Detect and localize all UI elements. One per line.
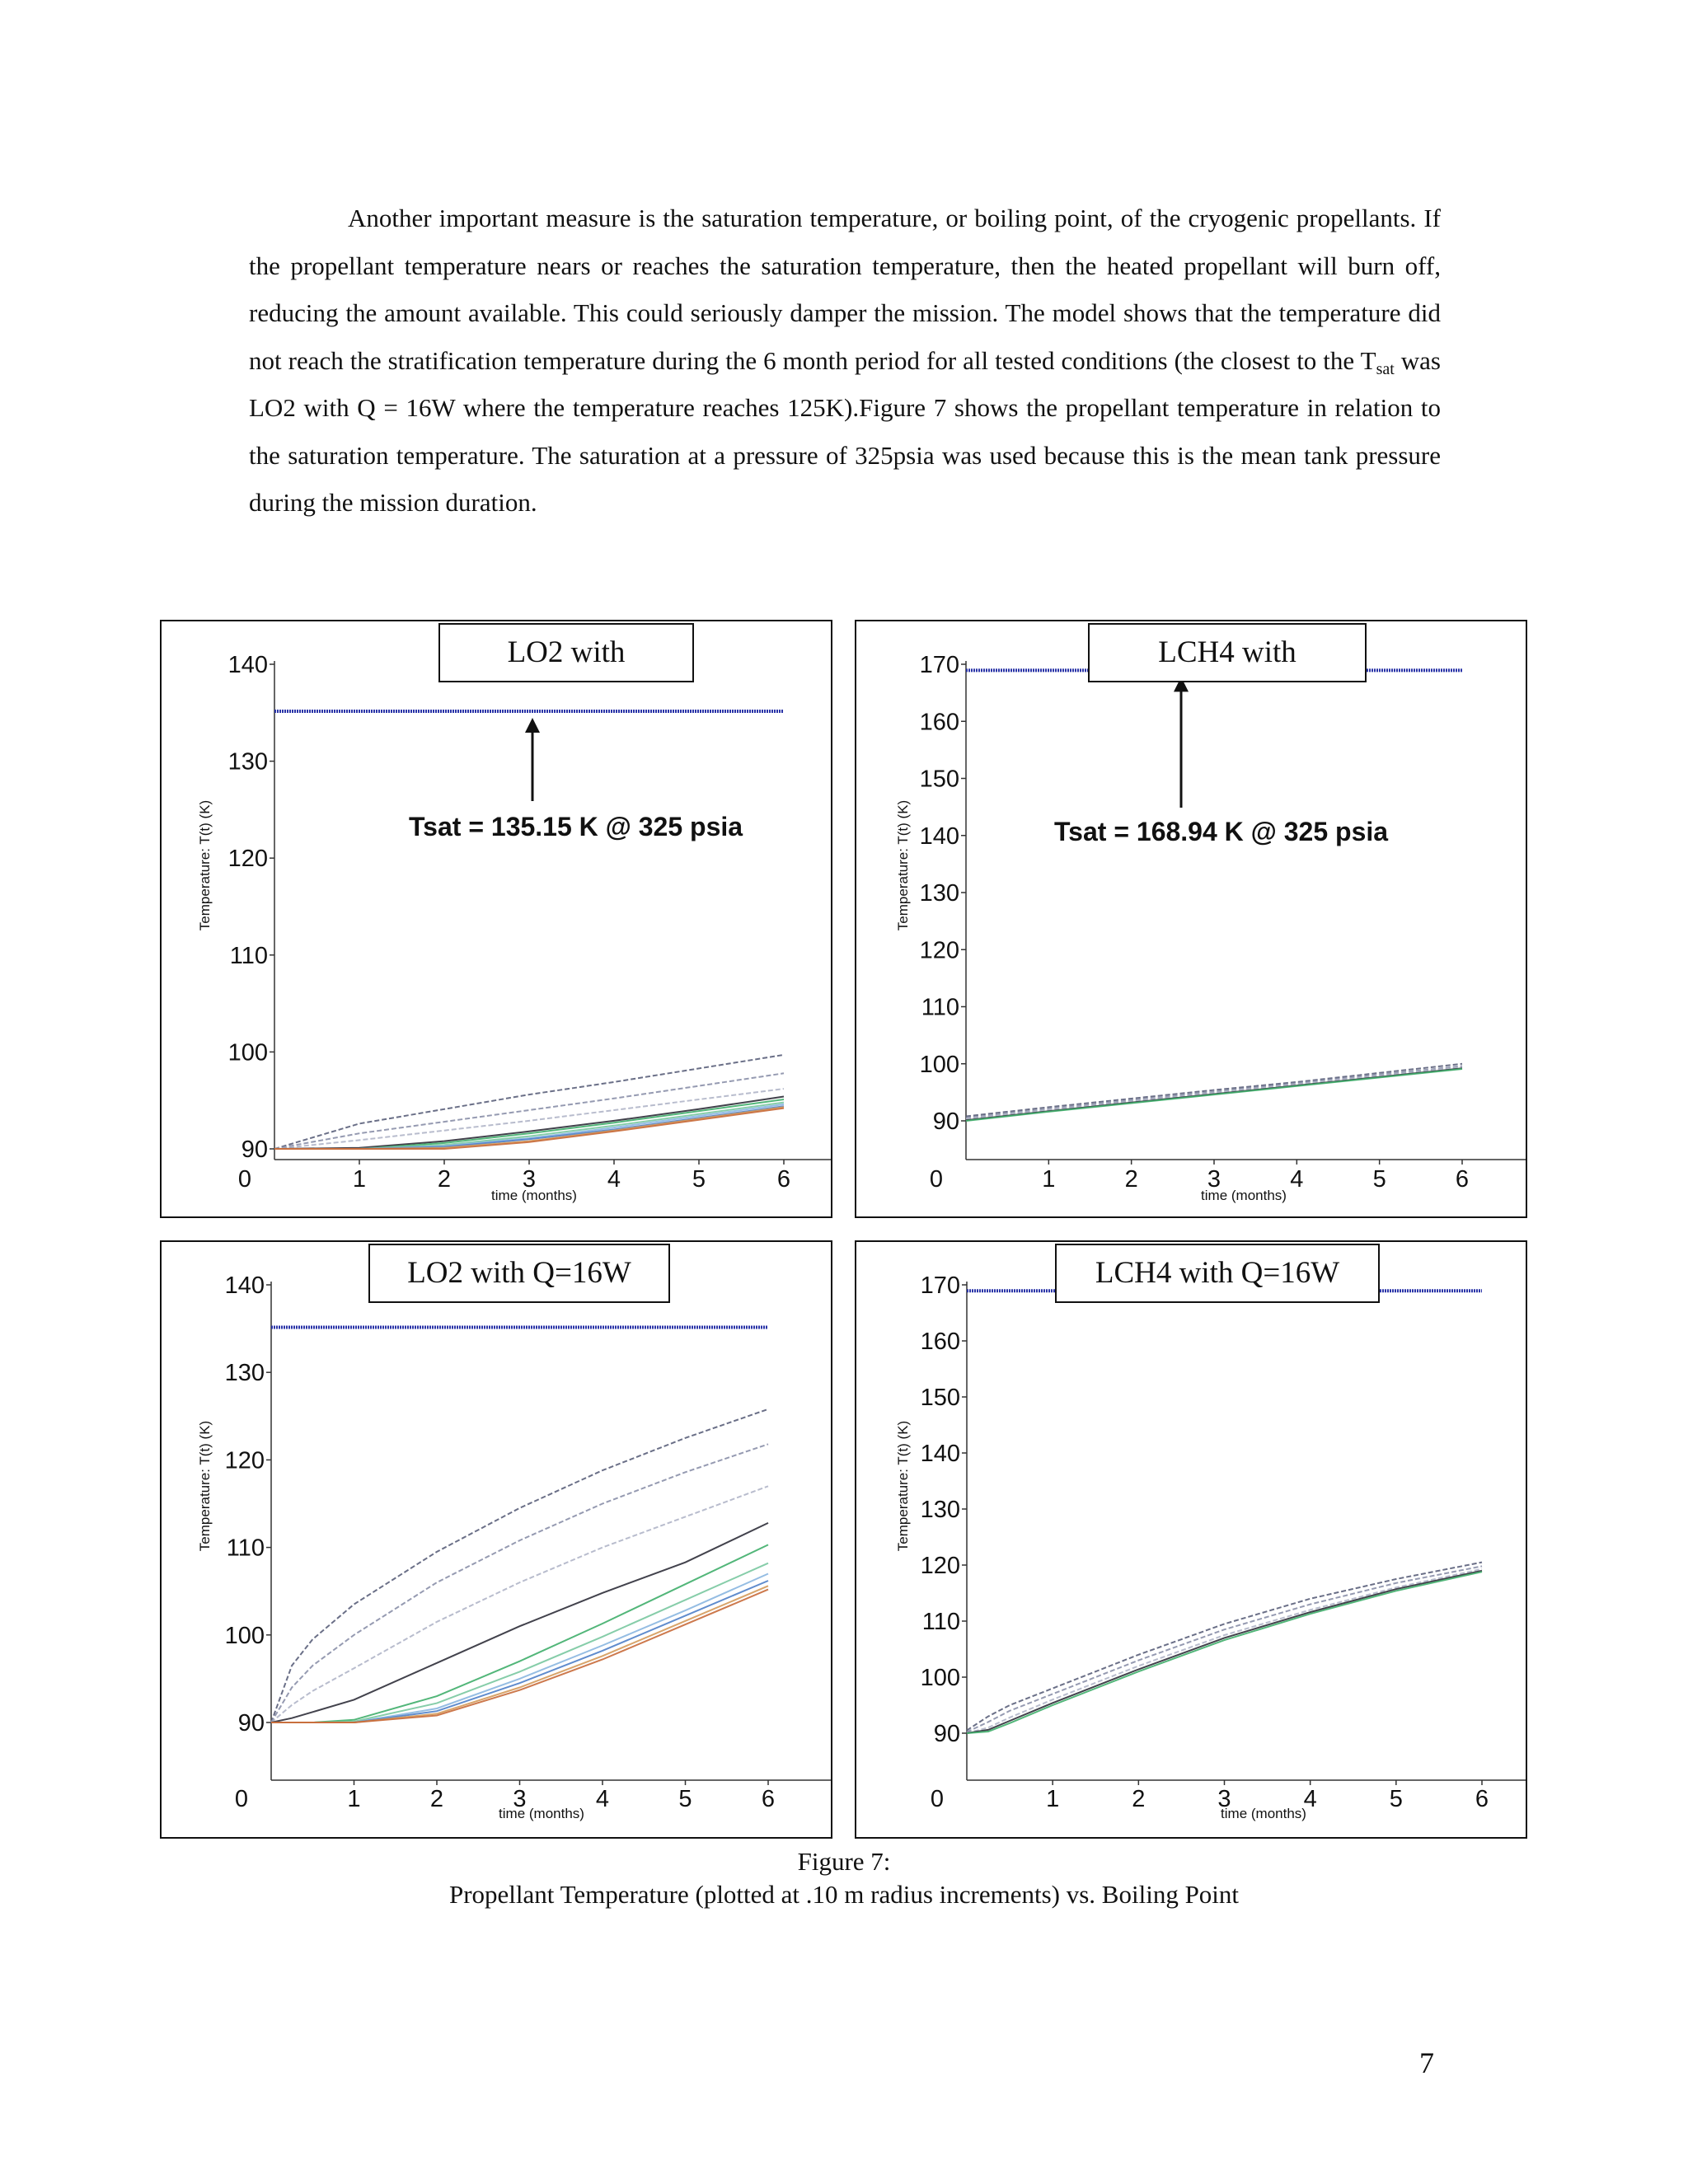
y-tick-label-zero: 0 <box>234 1786 248 1812</box>
series-line <box>271 1563 768 1722</box>
y-tick-label: 140 <box>920 1441 960 1467</box>
y-tick-label: 100 <box>224 1622 265 1649</box>
y-tick-label: 130 <box>919 880 959 907</box>
annotation-arrow-head <box>525 718 540 733</box>
series-line <box>967 1572 1482 1733</box>
y-tick-label: 160 <box>920 1329 960 1355</box>
y-tick-label: 110 <box>921 994 959 1021</box>
y-tick-label: 110 <box>229 942 268 969</box>
series-line <box>966 1069 1462 1121</box>
x-tick-label: 1 <box>352 1166 367 1193</box>
y-axis-title: Temperature: T(t) (K) <box>197 1420 213 1552</box>
y-tick-label: 130 <box>227 748 268 776</box>
x-tick-label: 5 <box>692 1166 706 1193</box>
y-axis-title: Temperature: T(t) (K) <box>197 799 213 931</box>
series-line <box>271 1581 768 1722</box>
y-tick-label: 140 <box>224 1272 265 1299</box>
x-tick-label: 3 <box>1217 1786 1231 1812</box>
body-paragraph <box>249 194 1441 527</box>
series-line <box>271 1409 768 1722</box>
figure-caption-line2: Propellant Temperature (plotted at .10 m radius increments) vs. Boiling Point <box>448 1880 1240 1909</box>
y-tick-label: 90 <box>932 1108 959 1135</box>
y-tick-label: 90 <box>933 1721 960 1747</box>
series-line <box>271 1544 768 1722</box>
x-tick-label: 5 <box>1389 1786 1403 1812</box>
x-tick-label: 4 <box>1290 1166 1304 1193</box>
x-tick-label: 6 <box>776 1166 791 1193</box>
chart-panel-lch4-q16w <box>855 1240 1527 1839</box>
chart-panel-lch4 <box>855 620 1527 1218</box>
chart-panel-lo2 <box>160 620 832 1218</box>
y-tick-label: 90 <box>237 1710 265 1736</box>
chart-lch4-svg <box>856 621 1526 1216</box>
y-axis-title: Temperature: T(t) (K) <box>895 799 911 931</box>
y-tick-label: 140 <box>227 652 268 678</box>
paragraph-text-part2: was LO2 with Q = 16W where the temperature reaches 125K).Figure 7 shows the propellant temperature in relation to the saturation temperature. The saturation at a pressure of 325psia was used because this is the mean tank pressure during the mission duration. <box>249 345 1441 517</box>
y-tick-label: 100 <box>227 1039 268 1066</box>
y-tick-label: 140 <box>919 823 959 850</box>
y-tick-label-zero: 0 <box>930 1786 944 1812</box>
chart-lo2-svg <box>162 621 831 1216</box>
y-tick-label-zero: 0 <box>929 1166 943 1193</box>
y-tick-label: 170 <box>919 652 959 678</box>
series-line <box>966 1064 1462 1117</box>
x-tick-label: 5 <box>1372 1166 1386 1193</box>
x-tick-label: 6 <box>1455 1166 1470 1193</box>
y-tick-label: 100 <box>920 1665 960 1691</box>
chart-lo2-q16w-svg <box>162 1242 831 1837</box>
paragraph-text-part1: Another important measure is the saturation temperature, or boiling point, of the cryogenic propellants. If the propellant temperature nears or reaches the saturation temperature, then the heated propellant will burn off, reducing the amount available. This could seriously damper the mission. The model shows that the temperature did not reach the stratification temperature during the 6 month period for all tested conditions (the closest to the T <box>249 204 1441 375</box>
x-tick-label: 1 <box>347 1786 361 1812</box>
x-tick-label: 1 <box>1042 1166 1056 1193</box>
x-tick-label: 6 <box>761 1786 776 1812</box>
x-tick-label: 3 <box>1207 1166 1221 1193</box>
y-tick-label: 160 <box>919 709 959 736</box>
x-tick-label: 3 <box>522 1166 537 1193</box>
series-line <box>271 1523 768 1722</box>
x-tick-label: 5 <box>678 1786 692 1812</box>
page-number: 7 <box>1419 2046 1434 2079</box>
x-axis-title: time (months) <box>499 1806 584 1821</box>
annotation-text: Tsat = 135.15 K @ 325 psia <box>409 812 743 841</box>
figure-caption-line1: Figure 7: <box>797 1847 891 1876</box>
y-tick-label: 120 <box>227 846 268 873</box>
chart-label-lo2-q16w: LO2 with Q=16W <box>368 1244 670 1303</box>
x-tick-label: 4 <box>595 1786 610 1812</box>
y-tick-label: 110 <box>226 1535 265 1562</box>
x-axis-title: time (months) <box>1201 1188 1287 1203</box>
y-tick-label: 120 <box>920 1553 960 1579</box>
y-tick-label: 150 <box>919 766 959 793</box>
chart-lch4-q16w-svg <box>856 1242 1526 1837</box>
x-tick-label: 4 <box>1303 1786 1317 1812</box>
x-tick-label: 2 <box>429 1786 444 1812</box>
y-tick-label: 130 <box>920 1497 960 1523</box>
y-tick-label: 120 <box>224 1447 265 1474</box>
x-tick-label: 2 <box>1132 1786 1146 1812</box>
x-tick-label: 1 <box>1046 1786 1060 1812</box>
y-tick-label: 120 <box>919 937 959 964</box>
x-tick-label: 2 <box>437 1166 452 1193</box>
x-tick-label: 6 <box>1475 1786 1489 1812</box>
y-tick-label-zero: 0 <box>237 1166 251 1193</box>
x-tick-label: 3 <box>513 1786 527 1812</box>
annotation-text: Tsat = 168.94 K @ 325 psia <box>1054 817 1389 846</box>
y-tick-label: 130 <box>224 1360 265 1387</box>
chart-label-lo2: LO2 with <box>438 623 694 682</box>
y-tick-label: 150 <box>920 1385 960 1411</box>
x-axis-title: time (months) <box>1221 1806 1306 1821</box>
y-tick-label: 110 <box>921 1609 960 1635</box>
paragraph-subscript: sat <box>1376 359 1395 378</box>
y-tick-label: 90 <box>241 1137 268 1163</box>
y-axis-title: Temperature: T(t) (K) <box>895 1420 911 1552</box>
chart-label-lch4: LCH4 with <box>1088 623 1367 682</box>
chart-label-lch4-q16w: LCH4 with Q=16W <box>1055 1244 1380 1303</box>
y-tick-label: 170 <box>920 1272 960 1299</box>
x-axis-title: time (months) <box>491 1188 577 1203</box>
chart-panel-lo2-q16w <box>160 1240 832 1839</box>
x-tick-label: 4 <box>607 1166 621 1193</box>
x-tick-label: 2 <box>1124 1166 1138 1193</box>
y-tick-label: 100 <box>919 1051 959 1078</box>
